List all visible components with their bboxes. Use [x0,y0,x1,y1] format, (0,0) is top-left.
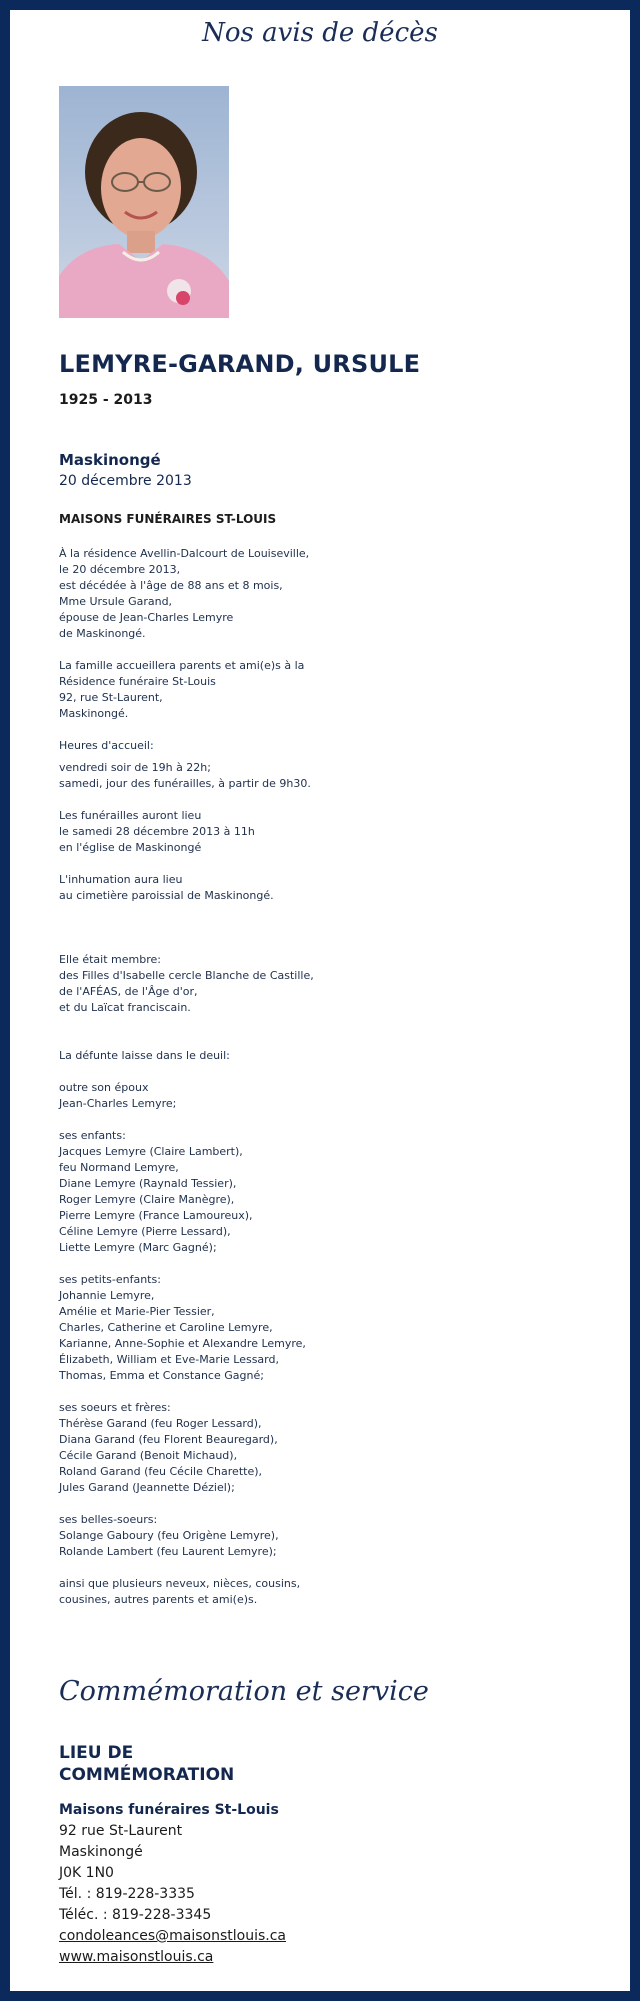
location: Maskinongé [59,451,161,469]
paragraph-burial: L'inhumation aura lieu au cimetière paroissial de Maskinongé. [59,873,274,902]
page-frame [10,10,630,1991]
death-date: 20 décembre 2013 [59,473,192,489]
city: Maskinongé [59,1844,143,1860]
paragraph-siblings: ses soeurs et frères: Thérèse Garand (feu Roger Lessard), Diana Garand (feu Florent Beauregard), Cécile Garand (Benoit Michaud), Roland Garand (feu Cécile Charette), Jules Garand (Jeannette Déziel); [59,1401,278,1494]
page-title: Nos avis de décès [202,18,438,48]
paragraph-memberships: Elle était membre: des Filles d'Isabelle cercle Blanche de Castille, de l'AFÉAS, de l'Âge d'or, et du Laïcat franciscain. [59,953,314,1014]
paragraph-death: À la résidence Avellin-Dalcourt de Louiseville, le 20 décembre 2013, est décédée à l'âge de 88 ans et 8 mois, Mme Ursule Garand, épouse de Jean-Charles Lemyre de Maskinongé. [59,547,310,640]
home-name: Maisons funéraires St-Louis [59,1802,279,1818]
paragraph-reception: La famille accueillera parents et ami(e)s à la Résidence funéraire St-Louis 92, rue St-Laurent, Maskinongé. [59,659,305,720]
paragraph-mourning: La défunte laisse dans le deuil: [59,1049,230,1062]
fax-number: Téléc. : 819-228-3345 [59,1907,212,1923]
commemoration-title: Commémoration et service [59,1676,429,1707]
street-address: 92 rue St-Laurent [59,1823,183,1839]
deceased-photo [59,86,229,318]
paragraph-spouse: outre son époux Jean-Charles Lemyre; [59,1081,177,1110]
phone-number: Tél. : 819-228-3335 [59,1886,195,1902]
commemoration-place-heading: LIEU DE COMMÉMORATION [59,1743,235,1785]
paragraph-funeral: Les funérailles auront lieu le samedi 28 décembre 2013 à 11h en l'église de Maskinongé [59,809,255,854]
paragraph-hours-label: Heures d'accueil: [59,739,154,752]
email-link[interactable]: condoleances@maisonstlouis.ca [59,1928,287,1944]
deceased-name: LEMYRE-GARAND, URSULE [59,350,421,378]
website-link[interactable]: www.maisonstlouis.ca [59,1949,214,1965]
paragraph-children: ses enfants: Jacques Lemyre (Claire Lambert), feu Normand Lemyre, Diane Lemyre (Raynald Tessier), Roger Lemyre (Claire Manègre), Pierre Lemyre (France Lamoureux), Céline Lemyre (Pierre Lessard), Liette Lemyre (Marc Gagné); [59,1129,253,1254]
life-years: 1925 - 2013 [59,392,153,408]
paragraph-sisters-in-law: ses belles-soeurs: Solange Gaboury (feu Origène Lemyre), Rolande Lambert (feu Laurent Lemyre); [59,1513,279,1558]
paragraph-others: ainsi que plusieurs neveux, nièces, cousins, cousines, autres parents et ami(e)s. [59,1577,301,1606]
paragraph-grandchildren: ses petits-enfants: Johannie Lemyre, Amélie et Marie-Pier Tessier, Charles, Catherine et Caroline Lemyre, Karianne, Anne-Sophie et Alexandre Lemyre, Élizabeth, William et Eve-Marie Lessard, Thomas, Emma et Constance Gagné; [59,1273,306,1382]
funeral-home-name: MAISONS FUNÉRAIRES ST-LOUIS [59,512,277,526]
paragraph-hours: vendredi soir de 19h à 22h; samedi, jour des funérailles, à partir de 9h30. [59,761,311,790]
portrait-image [59,86,229,318]
obituary-text [59,546,419,1608]
postal-code: J0K 1N0 [59,1865,114,1881]
commemoration-info [59,1800,286,1968]
